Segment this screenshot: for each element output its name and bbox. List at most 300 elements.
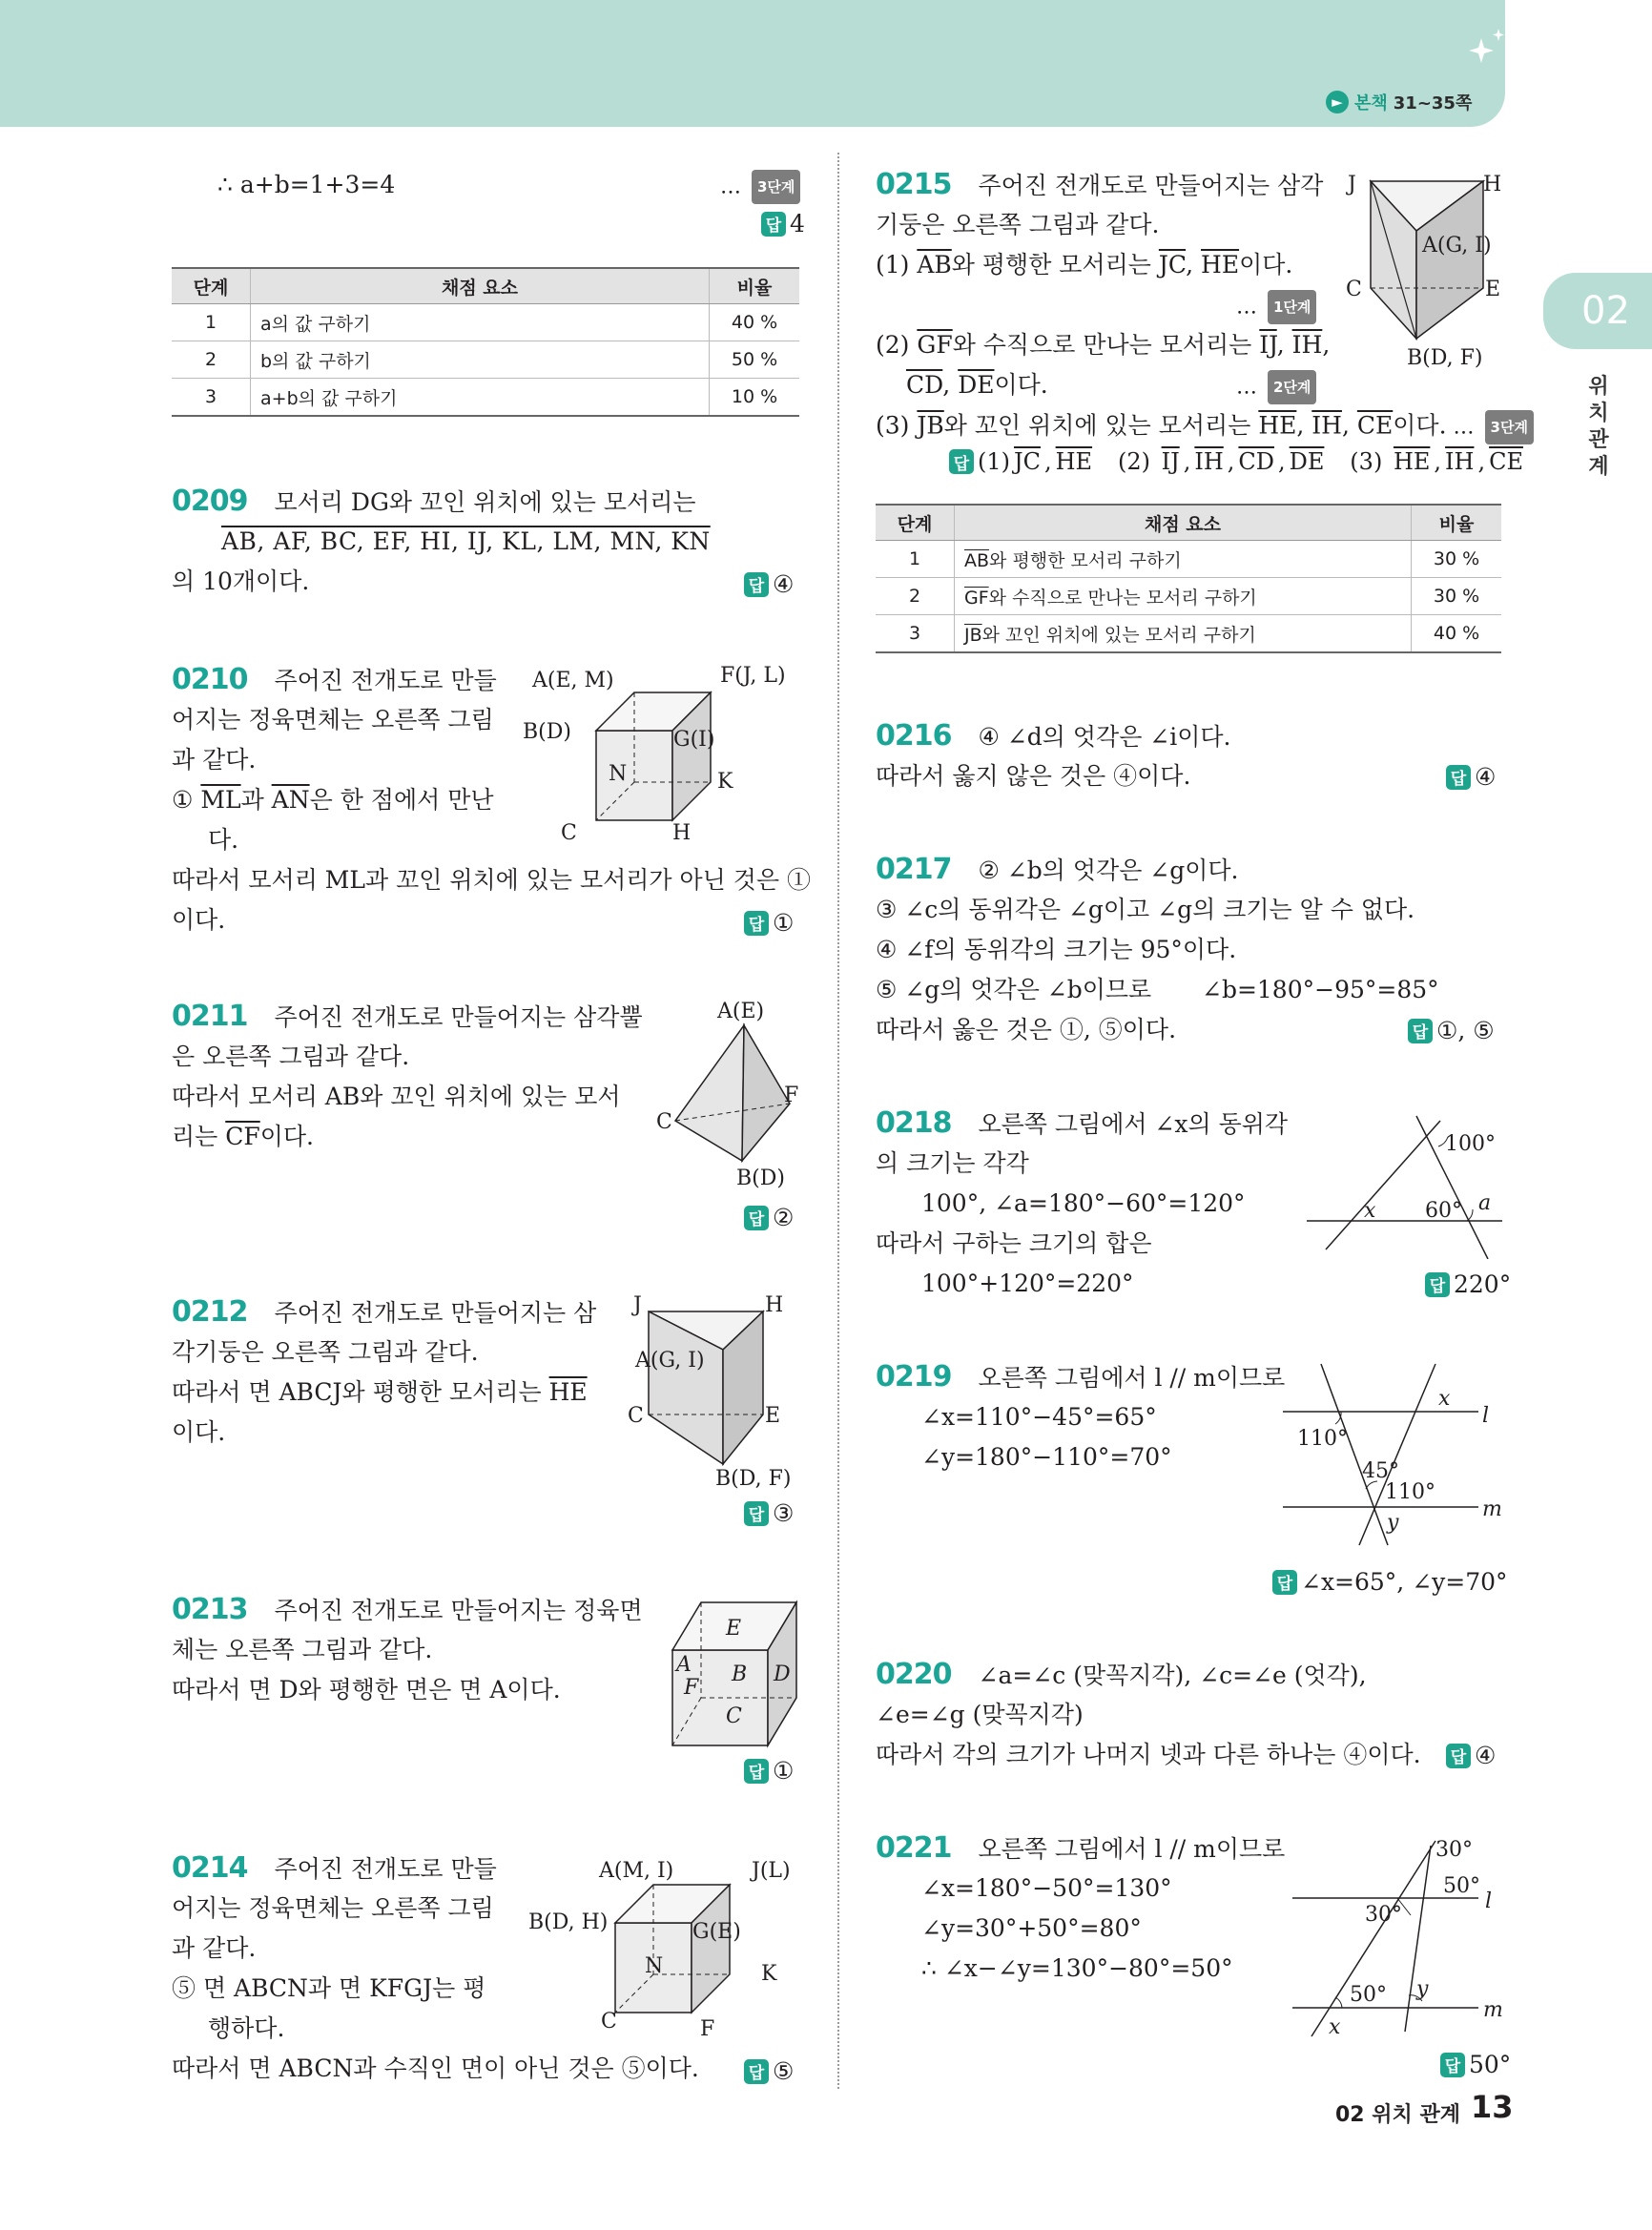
p221-line4: ∴ ∠x−∠y=130°−80°=50° <box>921 1954 1233 1982</box>
p215-line3 <box>876 250 1292 280</box>
text: 와 꼬인 위치에 있는 모서리는 <box>943 411 1259 440</box>
answer-value: ④ <box>1475 1742 1497 1769</box>
p211-tetrahedron-figure <box>649 997 820 1197</box>
answer-icon: 답 <box>1446 765 1471 790</box>
p220-line3: 따라서 각의 크기가 나머지 넷과 다른 하나는 ④이다. <box>876 1741 1421 1768</box>
answer-icon: 답 <box>1425 1272 1450 1297</box>
footer-chapter-title: 02 위치 관계 <box>1335 2103 1460 2127</box>
segment: $\overline{HE}$ <box>1258 411 1297 440</box>
step-badge: 2단계 <box>1268 370 1316 404</box>
p208-answer <box>761 210 805 237</box>
segment: $\overline{IH}$ <box>1291 331 1323 359</box>
table-row <box>172 379 799 417</box>
p219-line3: ∠y=180°−110°=70° <box>921 1443 1172 1471</box>
p208-conclusion: ∴ a+b=1+3=4 <box>217 171 396 198</box>
segment: $\overline{HE}$ <box>1201 251 1240 279</box>
vertex-label: F <box>784 1084 799 1107</box>
column-divider <box>837 153 839 2089</box>
answer-value: ④ <box>773 570 795 598</box>
p210-line2: 어지는 정육면체는 오른쪽 그림 <box>172 706 494 733</box>
answer-icon: 답 <box>1272 1570 1297 1595</box>
answer-value: ① <box>773 909 795 937</box>
problem-number: 0216 <box>876 719 952 753</box>
p212-prism-figure <box>620 1292 820 1497</box>
p215-line6: (3) $\overline{JB}$와 꼬인 위치에 있는 모서리는 $\overline{HE}$, $\overline{IH}$, $\overline{CE}$이다. … 3단계 <box>876 410 1534 444</box>
text: 오른쪽 그림에서 l // m이므로 <box>978 1835 1286 1863</box>
angle-label: 100° <box>1445 1132 1496 1156</box>
answer-icon: 답 <box>744 572 769 597</box>
answer-value: ① <box>773 1757 795 1785</box>
answer-icon: 답 <box>744 1759 769 1784</box>
text: (1) <box>978 448 1010 475</box>
table-row <box>172 304 799 341</box>
text: ∠a=∠c (맞꼭지각), ∠c=∠e (엇각), <box>978 1662 1367 1689</box>
table-cell: 40 % <box>710 304 800 341</box>
table-cell: 2 <box>172 341 251 379</box>
answer-icon: 답 <box>949 449 974 474</box>
text: 주어진 전개도로 만들 <box>274 1855 497 1883</box>
problem-number: 0209 <box>172 485 248 518</box>
angle-label: 50° <box>1350 1983 1387 2007</box>
text: 리는 <box>172 1123 226 1150</box>
segment: $\overline{CD}$ <box>1238 448 1275 475</box>
vertex-label: H <box>1483 173 1502 196</box>
book-reference <box>1326 88 1472 116</box>
line-label: l <box>1482 1404 1490 1428</box>
answer-value: ①, ⑤ <box>1436 1017 1495 1044</box>
text: 은 한 점에서 만난 <box>309 786 494 814</box>
page-number: 13 <box>1471 2089 1514 2125</box>
p212-line2: 각기둥은 오른쪽 그림과 같다. <box>172 1338 479 1366</box>
face-label: D <box>774 1662 791 1686</box>
p209-line2: AB, AF, BC, EF, HI, IJ, KL, LM, MN, KN <box>221 527 711 555</box>
text: 이다. <box>1239 251 1293 279</box>
p212-line3 <box>172 1377 588 1408</box>
sparkle-icon <box>1464 25 1510 71</box>
vertex-label: F(J, L) <box>720 664 786 688</box>
p216-line1 <box>876 721 1231 753</box>
answer-value: 4 <box>790 210 805 237</box>
answer-icon: 답 <box>744 911 769 936</box>
problem-number: 0211 <box>172 1000 248 1033</box>
segment: $\overline{HE}$ <box>1393 448 1431 475</box>
table-row <box>172 341 799 379</box>
vertex-label: G(E) <box>692 1920 741 1944</box>
p217-line5: 따라서 옳은 것은 ①, ⑤이다. <box>876 1016 1177 1043</box>
segment: $\overline{CD}$ <box>906 371 943 399</box>
book-ref-pages: 31~35쪽 <box>1393 93 1473 114</box>
vertex-label: N <box>609 762 628 786</box>
vertex-label: F <box>700 2017 715 2041</box>
step-badge: 1단계 <box>1268 290 1316 324</box>
p214-cube-figure <box>525 1850 820 2041</box>
text: 따라서 면 ABCJ와 평행한 모서리는 <box>172 1378 549 1406</box>
p217-line2: ③ ∠c의 동위각은 ∠g이고 ∠g의 크기는 알 수 없다. <box>876 896 1415 923</box>
p218-line5: 100°+120°=220° <box>921 1270 1134 1297</box>
p211-line1 <box>172 1001 643 1033</box>
p215-line4 <box>876 330 1330 361</box>
p220-line2: ∠e=∠g (맞꼭지각) <box>876 1701 1084 1728</box>
p215-line2: 기둥은 오른쪽 그림과 같다. <box>876 211 1160 238</box>
vertex-label: A(M, I) <box>599 1859 674 1883</box>
vertex-label: E <box>1485 278 1501 301</box>
p209-line3: 의 10개이다. <box>172 568 310 595</box>
angle-label: 50° <box>1443 1874 1480 1898</box>
table-header: 비율 <box>710 268 800 304</box>
segment: $\overline{GF}$ <box>917 331 953 359</box>
p212-answer <box>744 1499 794 1527</box>
text: , <box>942 371 959 399</box>
table-cell: 30 % <box>1412 541 1502 578</box>
problem-number: 0217 <box>876 853 952 886</box>
vertex-label: C <box>601 2010 617 2034</box>
segment: $\overline{AB}$ <box>964 549 990 571</box>
p218-lines-figure <box>1297 1106 1507 1259</box>
text: 와 꼬인 위치에 있는 모서리 구하기 <box>981 624 1256 646</box>
p216-answer <box>1446 763 1496 791</box>
segment: $\overline{IH}$ <box>1445 448 1475 475</box>
p221-line2: ∠x=180°−50°=130° <box>921 1874 1172 1902</box>
p214-line2: 어지는 정육면체는 오른쪽 그림 <box>172 1894 494 1922</box>
segment: $\overline{AN}$ <box>271 786 310 814</box>
vertex-label: A(E, M) <box>532 669 614 692</box>
segment: $\overline{CE}$ <box>1356 411 1394 440</box>
vertex-label: C <box>561 821 577 845</box>
step-badge: 3단계 <box>752 170 800 204</box>
p214-line3: 과 같다. <box>172 1934 257 1962</box>
problem-number: 0213 <box>172 1593 248 1626</box>
p213-line2: 체는 오른쪽 그림과 같다. <box>172 1636 433 1663</box>
face-label: F <box>684 1676 699 1700</box>
table-cell: 1 <box>172 304 251 341</box>
vertex-label: J(L) <box>752 1859 791 1883</box>
p217-line3: ④ ∠f의 동위각의 크기는 95°이다. <box>876 936 1237 963</box>
vertex-label: A(E) <box>717 1000 765 1023</box>
answer-value: 220° <box>1454 1270 1512 1298</box>
problem-number: 0215 <box>876 168 952 201</box>
p210-line6: 따라서 모서리 ML과 꼬인 위치에 있는 모서리가 아닌 것은 ① <box>172 866 812 894</box>
text: (2) <box>876 331 918 359</box>
p219-parallel-lines-figure <box>1278 1359 1507 1550</box>
line-label: m <box>1483 1998 1503 2022</box>
segment: $\overline{IJ}$ <box>1161 448 1180 475</box>
p217-line4b: ∠b=180°−95°=85° <box>1202 976 1439 1003</box>
table-cell: 10 % <box>710 379 800 417</box>
text: , <box>1278 448 1286 475</box>
p217-answer <box>1408 1017 1495 1044</box>
p221-answer <box>1440 2051 1511 2078</box>
p218-line2: 의 크기는 각각 <box>876 1149 1029 1177</box>
text: ④ ∠d의 엇각은 ∠i이다. <box>978 723 1231 751</box>
p210-line3: 과 같다. <box>172 746 257 774</box>
segment: $\overline{JB}$ <box>917 411 944 440</box>
p209-line1 <box>172 486 696 518</box>
header-band <box>0 0 1505 127</box>
step-badge: 3단계 <box>1485 410 1534 444</box>
p217-line1 <box>876 855 1239 886</box>
text: 와 수직으로 만나는 모서리는 <box>952 331 1260 359</box>
text: 주어진 전개도로 만들 <box>274 667 497 694</box>
table-header: 단계 <box>876 505 955 541</box>
segment: $\overline{CE}$ <box>1489 448 1523 475</box>
p218-line4: 따라서 구하는 크기의 합은 <box>876 1229 1152 1257</box>
segment: $\overline{JC}$ <box>1014 448 1041 475</box>
angle-label: a <box>1478 1191 1492 1215</box>
segment: $\overline{JB}$ <box>964 624 982 646</box>
p215-step2: … 2단계 <box>1236 370 1316 404</box>
p215-score-table <box>876 504 1501 653</box>
text: 오른쪽 그림에서 ∠x의 동위각 <box>978 1110 1289 1138</box>
text: , <box>1186 251 1202 279</box>
angle-label: 30° <box>1365 1903 1402 1927</box>
text: , <box>1341 411 1357 440</box>
vertex-label: H <box>672 821 692 845</box>
text: 모서리 DG와 꼬인 위치에 있는 모서리는 <box>274 488 696 516</box>
p214-line1 <box>172 1853 497 1885</box>
angle-label: 30° <box>1435 1838 1473 1862</box>
text: 이다. <box>259 1123 314 1150</box>
answer-value: ∠x=65°, ∠y=70° <box>1301 1568 1508 1596</box>
text: , <box>1043 448 1052 475</box>
text: (2) <box>1096 448 1158 475</box>
problem-number: 0219 <box>876 1360 952 1394</box>
text: 와 평행한 모서리 구하기 <box>989 549 1182 571</box>
text: , <box>1434 448 1442 475</box>
angle-label: x <box>1329 2015 1341 2039</box>
vertex-label: B(D) <box>736 1167 785 1190</box>
problem-number: 0221 <box>876 1831 952 1865</box>
p208-score-table <box>172 267 799 417</box>
p210-cube-figure <box>515 658 811 849</box>
p219-answer <box>1272 1568 1508 1596</box>
face-label: A <box>676 1653 692 1677</box>
p210-answer <box>744 909 794 937</box>
angle-label: 110° <box>1385 1480 1435 1504</box>
p220-line1 <box>876 1660 1367 1691</box>
text: 와 평행한 모서리는 <box>951 251 1159 279</box>
angle-label: x <box>1438 1387 1451 1411</box>
segment: $\overline{CF}$ <box>225 1123 260 1150</box>
p211-line2: 은 오른쪽 그림과 같다. <box>172 1043 410 1070</box>
p215-line5 <box>906 370 1048 401</box>
text: (3) <box>1328 448 1390 475</box>
arrow-right-icon: ► <box>1326 91 1349 114</box>
table-row <box>876 578 1501 615</box>
p216-line2: 따라서 옳지 않은 것은 ④이다. <box>876 762 1191 790</box>
angle-label: 45° <box>1362 1459 1399 1483</box>
problem-number: 0214 <box>172 1851 248 1885</box>
table-cell: 50 % <box>710 341 800 379</box>
table-cell: 3 <box>876 615 955 653</box>
p217-line4a: ⑤ ∠g의 엇각은 ∠b이므로 <box>876 976 1152 1003</box>
table-cell: 2 <box>876 578 955 615</box>
p211-line4 <box>172 1122 314 1152</box>
text: 이다. <box>1393 411 1447 440</box>
p219-line1 <box>876 1362 1285 1394</box>
table-cell: a의 값 구하기 <box>251 304 710 341</box>
text: 와 수직으로 만나는 모서리 구하기 <box>988 587 1257 609</box>
vertex-label: C <box>628 1404 644 1428</box>
segment: $\overline{ML}$ <box>200 786 241 814</box>
text: , <box>1322 331 1331 359</box>
answer-icon: 답 <box>1440 2053 1465 2077</box>
p220-answer <box>1446 1742 1496 1769</box>
p221-line3: ∠y=30°+50°=80° <box>921 1914 1142 1942</box>
segment: $\overline{AB}$ <box>917 251 952 279</box>
line-label: m <box>1482 1497 1502 1521</box>
vertex-label: B(D, H) <box>528 1910 609 1934</box>
chapter-name: 위치관계 <box>1588 375 1609 479</box>
p214-answer <box>744 2057 794 2085</box>
problem-number: 0210 <box>172 663 248 696</box>
text: 주어진 전개도로 만들어지는 삼각뿔 <box>274 1003 643 1031</box>
angle-label: x <box>1364 1199 1376 1223</box>
p210-line7: 이다. <box>172 906 226 934</box>
p215-line1 <box>876 170 1323 201</box>
p218-line3: 100°, ∠a=180°−60°=120° <box>921 1189 1246 1217</box>
table-cell <box>955 541 1412 578</box>
table-row <box>876 541 1501 578</box>
text: 주어진 전개도로 만들어지는 삼각 <box>978 172 1324 199</box>
text: 과 <box>240 786 272 814</box>
p218-line1 <box>876 1108 1288 1140</box>
p215-step1: … 1단계 <box>1236 290 1316 324</box>
table-header: 채점 요소 <box>955 505 1412 541</box>
table-cell <box>955 578 1412 615</box>
segment: $\overline{IH}$ <box>1194 448 1224 475</box>
p212-line1 <box>172 1297 596 1329</box>
answer-value: ③ <box>773 1499 795 1527</box>
segment: $\overline{DE}$ <box>1289 448 1325 475</box>
text: , <box>1477 448 1486 475</box>
text: ② ∠b의 엇각은 ∠g이다. <box>978 857 1239 884</box>
p211-answer <box>744 1204 794 1231</box>
p208-step: … 3단계 <box>720 170 800 204</box>
answer-icon: 답 <box>761 212 786 237</box>
answer-icon: 답 <box>744 2059 769 2084</box>
p212-line4: 이다. <box>172 1418 226 1446</box>
problem-number: 0212 <box>172 1295 248 1329</box>
text: , <box>1183 448 1191 475</box>
text: , <box>1296 411 1312 440</box>
answer-icon: 답 <box>1446 1744 1471 1768</box>
book-ref-label: 본책 <box>1354 93 1388 114</box>
chapter-number: 02 <box>1581 289 1630 333</box>
table-cell: 40 % <box>1412 615 1502 653</box>
p214-line5: 행하다. <box>208 2014 285 2042</box>
face-label: E <box>726 1617 742 1641</box>
angle-label: 60° <box>1425 1199 1462 1223</box>
text: 이다. <box>994 371 1048 399</box>
p209-answer <box>744 570 794 598</box>
vertex-label: K <box>717 770 733 794</box>
text: (1) <box>876 251 918 279</box>
face-label: B <box>732 1662 748 1686</box>
p215-prism-figure <box>1340 162 1517 377</box>
text: 주어진 전개도로 만들어지는 삼 <box>274 1299 597 1327</box>
table-cell: a+b의 값 구하기 <box>251 379 710 417</box>
answer-value: ④ <box>1475 763 1497 791</box>
table-cell: 30 % <box>1412 578 1502 615</box>
text: 주어진 전개도로 만들어지는 정육면 <box>274 1597 643 1624</box>
p211-line3: 따라서 모서리 AB와 꼬인 위치에 있는 모서 <box>172 1083 621 1110</box>
text: 오른쪽 그림에서 l // m이므로 <box>978 1364 1286 1392</box>
chapter-tab <box>1543 273 1652 349</box>
vertex-label: A(G, I) <box>1422 234 1492 258</box>
answer-value: ⑤ <box>773 2057 795 2085</box>
angle-label: y <box>1387 1511 1399 1535</box>
segment: $\overline{IH}$ <box>1311 411 1342 440</box>
text: , <box>1276 331 1292 359</box>
segment: $\overline{JC}$ <box>1158 251 1187 279</box>
vertex-label: B(D, F) <box>715 1467 792 1491</box>
text: ① <box>172 786 201 814</box>
table-cell: 3 <box>172 379 251 417</box>
p221-line1 <box>876 1833 1285 1865</box>
p219-line2: ∠x=110°−45°=65° <box>921 1403 1157 1431</box>
answer-icon: 답 <box>744 1501 769 1526</box>
text: , <box>1227 448 1235 475</box>
table-cell <box>955 615 1412 653</box>
vertex-label: B(D) <box>523 720 571 744</box>
problem-number: 0220 <box>876 1658 952 1691</box>
vertex-label: C <box>1346 278 1362 301</box>
angle-label: y <box>1416 1977 1429 2001</box>
vertex-label: K <box>761 1962 777 1986</box>
p214-line6: 따라서 면 ABCN과 수직인 면이 아닌 것은 ⑤이다. <box>172 2054 699 2082</box>
p210-line4 <box>172 785 494 816</box>
vertex-label: J <box>633 1293 642 1317</box>
vertex-label: A(G, I) <box>635 1349 705 1373</box>
p213-cube-figure <box>663 1593 806 1750</box>
vertex-label: J <box>1348 173 1356 196</box>
line-label: l <box>1485 1889 1493 1913</box>
vertex-label: C <box>656 1110 672 1134</box>
face-label: C <box>726 1704 742 1728</box>
p214-line4: ⑤ 면 ABCN과 면 KFGJ는 평 <box>172 1974 486 2002</box>
problem-number: 0218 <box>876 1106 952 1140</box>
vertex-label: N <box>645 1954 664 1978</box>
table-header: 비율 <box>1412 505 1502 541</box>
table-cell: 1 <box>876 541 955 578</box>
vertex-label: B(D, F) <box>1407 346 1483 370</box>
p213-line1 <box>172 1595 643 1626</box>
segment: $\overline{DE}$ <box>958 371 995 399</box>
segment: $\overline{HE}$ <box>548 1378 588 1406</box>
answer-icon: 답 <box>1408 1019 1433 1043</box>
p215-answer <box>949 448 1523 475</box>
segment: $\overline{HE}$ <box>1055 448 1093 475</box>
p213-answer <box>744 1757 794 1785</box>
answer-value: 50° <box>1469 2051 1512 2078</box>
segment: $\overline{GF}$ <box>964 587 989 609</box>
p218-answer <box>1425 1270 1511 1298</box>
p213-line3: 따라서 면 D와 평행한 면은 면 A이다. <box>172 1676 561 1703</box>
p210-line5: 다. <box>208 826 239 854</box>
angle-label: 110° <box>1297 1427 1348 1451</box>
table-cell: b의 값 구하기 <box>251 341 710 379</box>
p210-line1 <box>172 665 497 696</box>
p221-parallel-lines-figure <box>1283 1831 1507 2046</box>
answer-icon: 답 <box>744 1206 769 1230</box>
vertex-label: E <box>765 1404 781 1428</box>
table-header: 채점 요소 <box>251 268 710 304</box>
vertex-label: H <box>765 1293 784 1317</box>
text: (3) <box>876 411 918 440</box>
segment: $\overline{IJ}$ <box>1259 331 1277 359</box>
answer-value: ② <box>773 1204 795 1231</box>
vertex-label: G(I) <box>673 728 715 752</box>
